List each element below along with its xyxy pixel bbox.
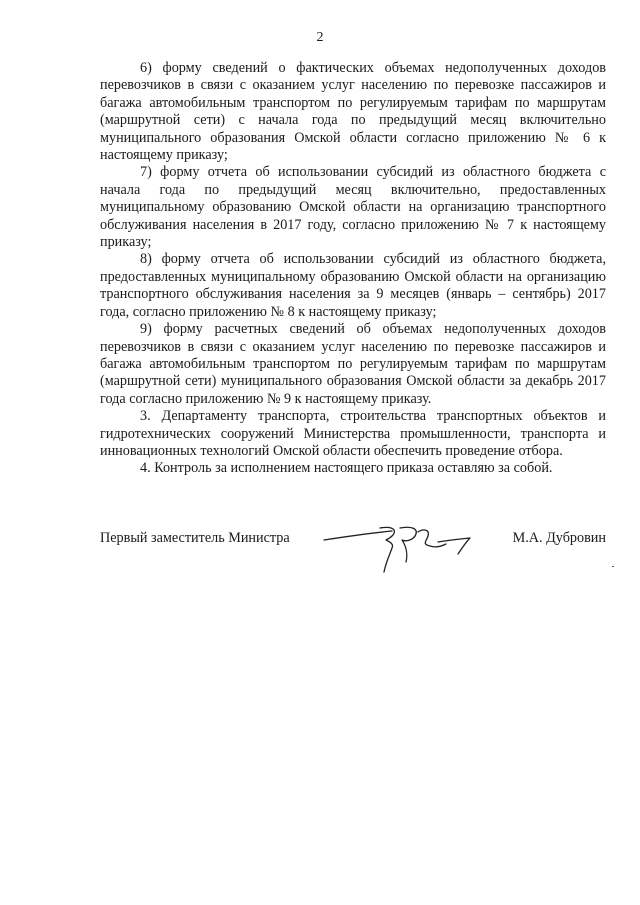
paragraph-clause-4: 4. Контроль за исполнением настоящего приказа оставляю за собой. [140,460,553,477]
document-body [100,60,606,478]
signature-block [100,522,606,572]
handwritten-signature [320,518,480,574]
page-number: 2 [316,30,324,45]
signatory-title: Первый заместитель Министра [100,530,290,546]
paragraph-item-8: 8) форму отчета об использовании субсидий из областного бюджета, предоставленных муниципальному образованию Омской области на организацию транспортного обслуживания населения за 9 месяцев (январь – сентябрь) 2017 года, согласно приложению № 8 к настоящему приказу; [100,251,606,320]
paragraph-item-9: 9) форму расчетных сведений об объемах недополученных доходов перевозчиков в связи с оказанием услуг населению по перевозке пассажиров и багажа автомобильным транспортом по регулируемым тарифам по маршрутам (маршрутной сети) муниципального образования Омской области за декабрь 2017 года согласно приложению № 9 к настоящему приказу. [100,321,606,407]
signatory-name: М.А. Дубровин [512,530,606,546]
paragraph-clause-3: 3. Департаменту транспорта, строительства транспортных объектов и гидротехнических сооружений Министерства промышленности, транспорта и инновационных технологий Омской области обеспечить проведение отбора. [100,408,606,459]
scan-artifact [612,566,614,567]
paragraph-item-7: 7) форму отчета об использовании субсидий из областного бюджета с начала года по предыдущий месяц включительно, предоставленных муниципальному образованию Омской области на организацию транспортного обслуживания населения в 2017 году, согласно приложению № 7 к настоящему приказу; [100,164,606,251]
paragraph-item-6: 6) форму сведений о фактических объемах недополученных доходов перевозчиков в связи с оказанием услуг населению по перевозке пассажиров и багажа автомобильным транспортом по регулируемым тарифам по маршрутам (маршрутной сети) с начала года по предыдущий месяц включительно муниципального образования Омской области согласно приложению № 6 к настоящему приказу; [100,60,606,164]
